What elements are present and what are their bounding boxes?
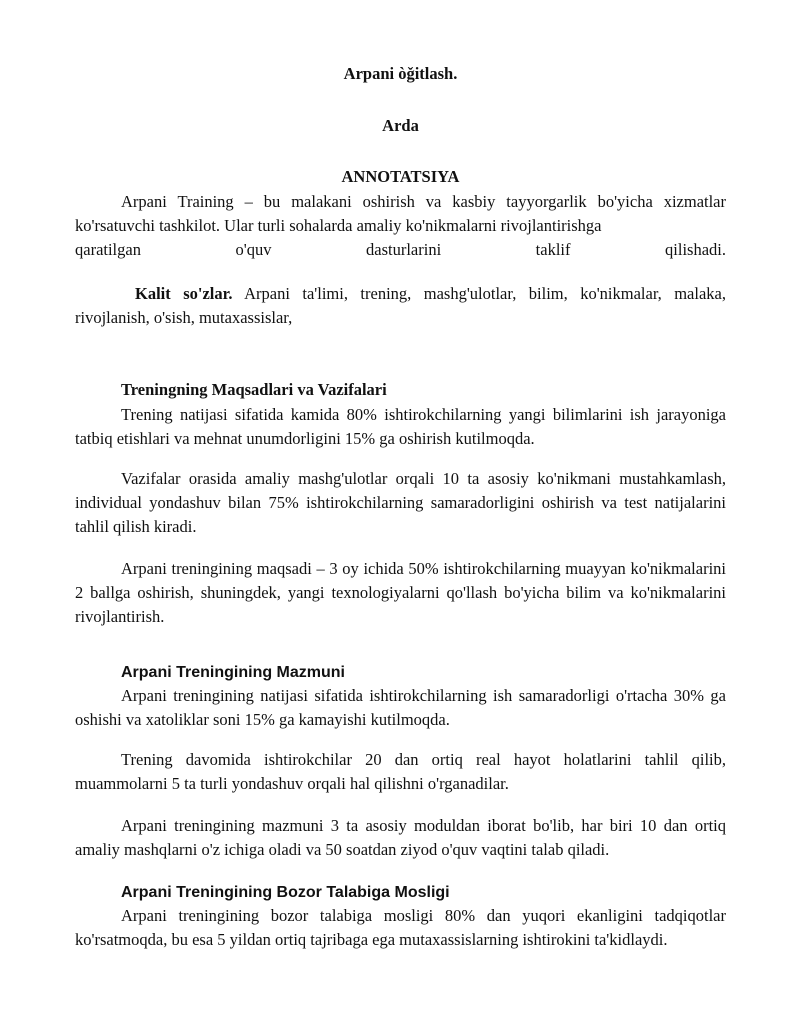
document-title: Arpani òǧitlash. <box>343 64 458 83</box>
abstract-heading: ANNOTATSIYA <box>341 167 460 186</box>
abstract-paragraph-line-1: Arpani Training – bu malakani oshirish va kasbiy tayyorgarlik bo'yicha xizmatlar ko'rsatuvchi tashkilot. Ular turli sohalarda amaliy ko'nikmalarni rivojlantirishga <box>75 192 726 235</box>
document-page <box>75 0 726 1035</box>
goals-paragraph-1: Trening natijasi sifatida kamida 80% ishtirokchilarning yangi bilimlarini ish jarayoniga tatbiq etishlari va mehnat unumdorligini 15% ga oshirish kutilmoqda. <box>75 405 726 448</box>
section-heading-content: Arpani Treningining Mazmuni <box>121 664 345 681</box>
keywords-list: Arpani ta'limi, trening, mashg'ulotlar, bilim, ko'nikmalar, malaka, rivojlanish, o'sish, mutaxassislar, <box>75 284 726 327</box>
author-name: Arda <box>382 116 419 135</box>
goals-paragraph-2: Vazifalar orasida amaliy mashg'ulotlar orqali 10 ta asosiy ko'nikmani mustahkamlash, individual yondashuv bilan 75% ishtirokchilarning samaradorligini oshirish va test natijalarini tahlil qilish kiradi. <box>75 469 726 536</box>
content-paragraph-2: Trening davomida ishtirokchilar 20 dan ortiq real hayot holatlarini tahlil qilib, muammolarni 5 ta turli yondashuv orqali hal qilishni o'rganadilar. <box>75 750 726 793</box>
abstract-paragraph-line-2: qaratilgan o'quv dasturlarini taklif qilishadi. <box>75 240 726 259</box>
section-heading-goals: Treningning Maqsadlari va Vazifalari <box>121 380 387 399</box>
content-paragraph-3: Arpani treningining mazmuni 3 ta asosiy moduldan iborat bo'lib, har biri 10 dan ortiq amaliy mashqlarni o'z ichiga oladi va 50 soatdan ziyod o'quv vaqtini talab qiladi. <box>75 816 726 859</box>
goals-paragraph-3: Arpani treningining maqsadi – 3 oy ichida 50% ishtirokchilarning muayyan ko'nikmalarini 2 ballga oshirish, shuningdek, yangi texnologiyalarni qo'llash bo'yicha bilim va ko'nikmalarini rivojlantirish. <box>75 559 726 626</box>
keywords-paragraph <box>75 282 726 330</box>
section-heading-market-fit: Arpani Treningining Bozor Talabiga Mosligi <box>121 884 450 901</box>
content-paragraph-1: Arpani treningining natijasi sifatida ishtirokchilarning ish samaradorligi o'rtacha 30% ga oshishi va xatoliklar soni 15% ga kamayishi kutilmoqda. <box>75 686 726 729</box>
market-fit-paragraph: Arpani treningining bozor talabiga mosligi 80% dan yuqori ekanligini tadqiqotlar ko'rsatmoqda, bu esa 5 yildan ortiq tajribaga ega mutaxassislarning ishtirokini ta'kidlaydi. <box>75 906 726 949</box>
keywords-label: Kalit so'zlar. <box>135 284 233 303</box>
